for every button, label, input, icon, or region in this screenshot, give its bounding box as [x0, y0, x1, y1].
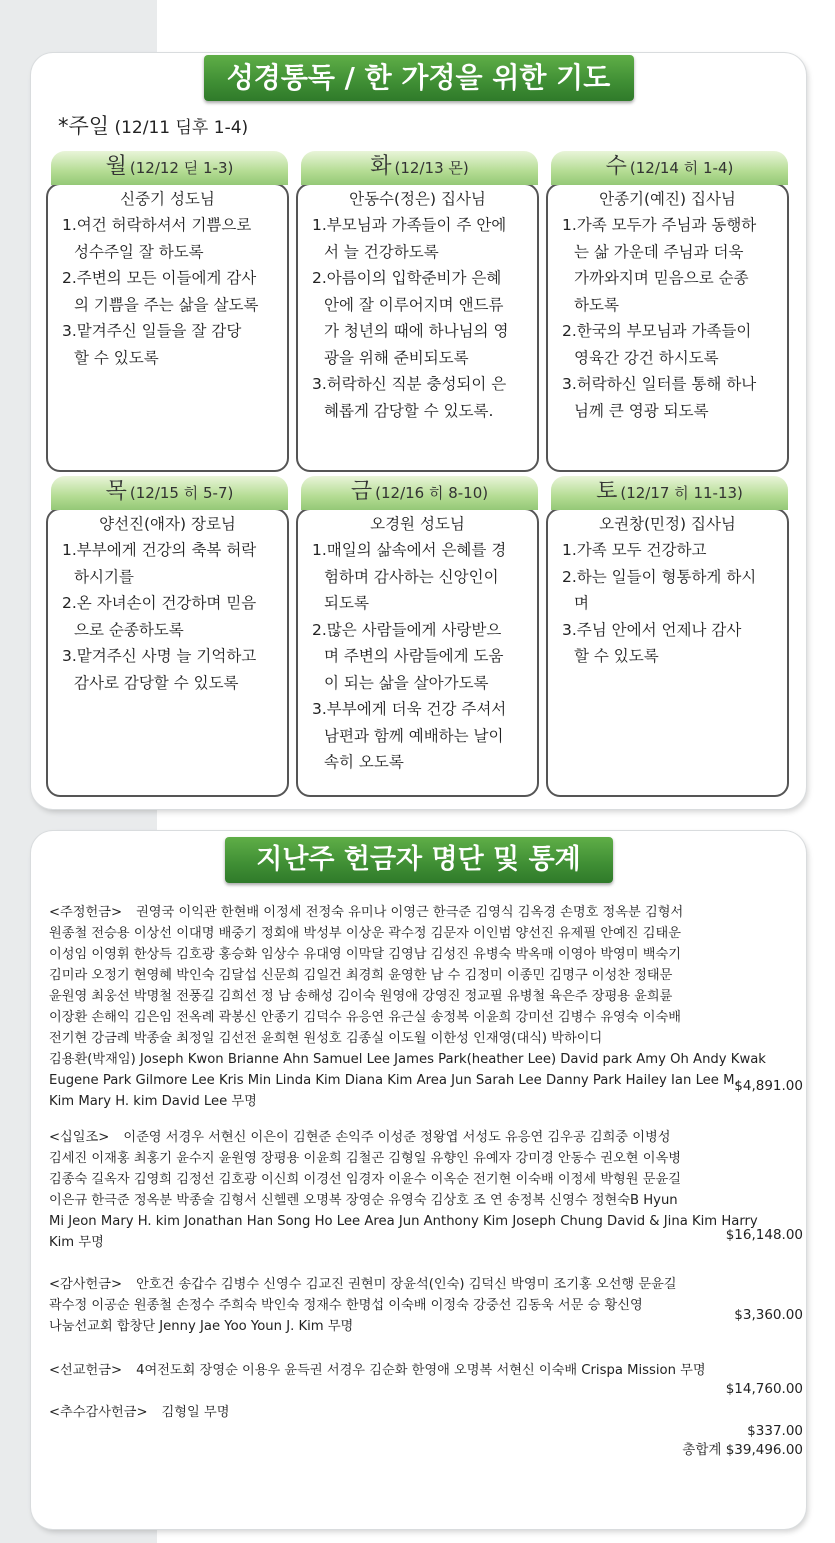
prayer-item-line: 1.매일의 삶속에서 은혜를 경: [312, 541, 507, 559]
day-box: [296, 508, 539, 797]
day-ref: (12/17 히 11-13): [620, 484, 743, 502]
prayer-item-line: 하도록: [574, 295, 619, 314]
prayer-items: [62, 537, 283, 696]
donor-names: 김미라 오정기 현영혜 박인숙 김달섭 신문희 김일건 최경희 윤영한 남 수 김정미 이종민 김명구 이성찬 정태문: [49, 968, 673, 983]
prayer-item-line: 가 청년의 때에 하나님의 영: [324, 322, 509, 340]
prayer-item-line: 서 늘 건강하도록: [324, 242, 439, 261]
donor-names: 이성임 이영휘 한상득 김호광 홍승화 임상수 유대영 이막달 김영남 김성진 유병숙 박옥매 이영아 박영미 백숙기: [49, 947, 681, 962]
donor-names: 곽수정 이공순 원종철 손정수 주희숙 박인숙 정재수 한명섭 이숙배 이정숙 강중선 김동욱 서문 승 황신영: [49, 1298, 643, 1313]
prayer-item-line: 3.부부에게 더욱 건강 주셔서: [312, 700, 507, 718]
day-box: [46, 508, 289, 797]
day-ref: (12/13 몬): [394, 159, 469, 177]
day-label: 화: [370, 154, 392, 179]
donor-names: Eugene Park Gilmore Lee Kris Min Linda Kim Diana Kim Area Jun Sarah Lee Danny Park Hailey Ian Lee M.: [49, 1073, 739, 1088]
donor-line: [49, 1316, 804, 1337]
prayer-items: [62, 212, 283, 371]
donor-line: [49, 902, 804, 923]
prayer-item-line: 이 되는 삶을 살아가도록: [324, 673, 489, 692]
prayer-item-line: 남편과 함께 예배하는 날이: [324, 726, 504, 745]
offering-category: <감사헌금>: [49, 1277, 123, 1292]
donor-names: 이은규 한극준 정옥분 박종술 김형서 신헬렌 오명복 장영순 유영숙 김상호 조 연 송정복 신영수 정현숙B Hyun: [49, 1193, 678, 1208]
prayer-item-line: 2.아름이의 입학준비가 은혜: [312, 269, 502, 287]
donor-names: 나눔선교회 합창단 Jenny Jae Yoo Youn J. Kim 무명: [49, 1319, 354, 1334]
donor-line: [49, 1274, 804, 1295]
prayer-item-line: 1.부모님과 가족들이 주 안에: [312, 216, 507, 234]
prayer-title: 성경통독 / 한 가정을 위한 기도: [204, 55, 634, 101]
prayer-item: [562, 212, 783, 318]
offering-total: 총합계 $39,496.00: [682, 1442, 803, 1458]
day-header: [551, 151, 788, 185]
prayer-person: 양선진(애자) 장로님: [99, 515, 236, 533]
sunday-prefix: *주일: [58, 114, 110, 138]
prayer-panel: [31, 53, 806, 809]
donor-names: 4여전도회 장영순 이용우 윤득권 서경우 김순화 한영애 오명복 서현신 이숙배 Crispa Mission 무명: [136, 1363, 706, 1378]
donor-line: [49, 1360, 804, 1381]
donor-names: Kim Mary H. kim David Lee 무명: [49, 1094, 257, 1109]
prayer-item: [62, 537, 283, 590]
day-card: [46, 151, 287, 468]
prayer-items: [562, 212, 783, 424]
donor-line: [49, 1295, 804, 1316]
donor-names: 김형일 무명: [161, 1405, 230, 1420]
offering-group: [49, 1402, 804, 1423]
donor-names: Kim 무명: [49, 1235, 104, 1250]
prayer-item-line: 3.맡겨주신 사명 늘 기억하고: [62, 647, 257, 665]
donor-names: Mi Jeon Mary H. kim Jonathan Han Song Ho Lee Area Jun Anthony Kim Joseph Chung David & Jina Kim Harry: [49, 1214, 758, 1229]
day-ref: (12/12 딛 1-3): [129, 159, 234, 177]
offering-panel: [31, 831, 806, 1529]
donor-line: [49, 1211, 804, 1232]
day-card: [296, 476, 537, 793]
donor-line: [49, 1402, 804, 1423]
offering-amount: $3,360.00: [734, 1307, 803, 1323]
offering-title: 지난주 헌금자 명단 및 통계: [225, 837, 613, 883]
donor-line: [49, 923, 804, 944]
prayer-item-line: 할 수 있도록: [74, 348, 159, 367]
donor-line: [49, 1232, 804, 1253]
prayer-item-line: 2.온 자녀손이 건강하며 믿음: [62, 594, 257, 612]
prayer-item-line: 영육간 강건 하시도록: [574, 348, 719, 367]
prayer-item: [62, 643, 283, 696]
day-label: 토: [596, 479, 618, 504]
day-header: [301, 151, 538, 185]
sunday-ref: (12/11 딤후 1-4): [114, 118, 249, 138]
prayer-item-line: 2.주변의 모든 이들에게 감사: [62, 269, 257, 287]
donor-names: 김종숙 길옥자 김영희 김정선 김호광 이신희 이경선 임경자 이윤수 이옥순 전기현 이숙배 이정세 박형원 문윤길: [49, 1172, 681, 1187]
day-ref: (12/14 히 1-4): [629, 159, 734, 177]
day-box: [46, 183, 289, 472]
prayer-item-line: 2.많은 사람들에게 사랑받으: [312, 620, 502, 639]
offering-category: <추수감사헌금>: [49, 1405, 148, 1420]
prayer-items: [312, 537, 533, 776]
day-box: [296, 183, 539, 472]
prayer-item-line: 2.한국의 부모님과 가족들이: [562, 322, 752, 340]
donor-line: [49, 1190, 804, 1211]
prayer-person: 오경원 성도님: [370, 515, 465, 533]
offering-category: <주정헌금>: [49, 905, 123, 920]
prayer-item: [312, 212, 533, 265]
prayer-person: 신중기 성도님: [120, 190, 215, 208]
donor-line: [49, 1169, 804, 1190]
donor-line: [49, 1007, 804, 1028]
prayer-items: [562, 537, 783, 670]
donor-names: 권영국 이익관 한현배 이정세 전정숙 유미나 이영근 한극준 김영식 김옥경 손명호 정옥분 김형서: [136, 905, 684, 920]
donor-names: 김용환(박재임) Joseph Kwon Brianne Ahn Samuel Lee James Park(heather Lee) David park Amy Oh Andy Kwak: [49, 1052, 766, 1067]
donor-names: 안호건 송갑수 김병수 신영수 김교진 권현미 장윤석(인숙) 김덕신 박영미 조기홍 오선행 문윤길: [136, 1277, 677, 1292]
donor-line: [49, 1028, 804, 1049]
prayer-item-line: 하시기를: [74, 567, 134, 586]
donor-line: [49, 1091, 804, 1112]
prayer-item-line: 님께 큰 영광 되도록: [574, 401, 709, 420]
prayer-item-line: 안에 잘 이루어지며 앤드류: [324, 295, 504, 314]
prayer-item-line: 으로 순종하도록: [74, 620, 184, 639]
prayer-item-line: 3.허락하신 일터를 통해 하나: [562, 375, 757, 393]
prayer-item-line: 1.가족 모두가 주님과 동행하: [562, 216, 757, 234]
prayer-item-line: 할 수 있도록: [574, 647, 659, 665]
prayer-item: [562, 371, 783, 424]
prayer-item-line: 2.하는 일들이 형통하게 하시: [562, 567, 757, 586]
prayer-item-line: 험하며 감사하는 신앙인이: [324, 567, 499, 586]
donor-names: 윤원영 최웅선 박명철 전풍길 김희선 정 남 송해성 김이숙 원영애 강영진 정교필 유병철 육은주 장평용 윤희륜: [49, 989, 673, 1004]
day-header: [551, 476, 788, 510]
offering-group: [49, 1274, 804, 1337]
prayer-item-line: 며 주변의 사람들에게 도움: [324, 647, 504, 665]
donor-names: 김세진 이재홍 최홍기 윤수지 윤원영 장평용 이윤희 김철곤 김형일 유향인 유예자 강미경 안동수 권오현 이옥병: [49, 1151, 681, 1166]
prayer-item-line: 3.맡겨주신 일들을 잘 감당: [62, 322, 242, 340]
prayer-item: [62, 212, 283, 265]
prayer-item-line: 가까와지며 믿음으로 순종: [574, 269, 749, 287]
prayer-person: 오권창(민정) 집사님: [599, 515, 736, 533]
offering-group: [49, 1360, 804, 1381]
day-box: [546, 183, 789, 472]
prayer-item: [562, 537, 783, 564]
prayer-item: [62, 590, 283, 643]
prayer-item: [312, 617, 533, 697]
day-label: 금: [350, 479, 373, 504]
prayer-item: [562, 617, 783, 670]
prayer-item-line: 감사로 감당할 수 있도록: [74, 673, 239, 692]
prayer-item-line: 는 삶 가운데 주님과 더욱: [574, 242, 744, 261]
donor-line: [49, 1070, 804, 1091]
donor-line: [49, 1148, 804, 1169]
donor-names: 이준영 서경우 서현신 이은이 김현준 손익주 이성준 정왕엽 서성도 유응연 김우공 김희중 이병성: [123, 1130, 671, 1145]
prayer-item: [312, 371, 533, 424]
prayer-item-line: 3.허락하신 직분 충성되이 은: [312, 375, 507, 393]
offering-amount: $4,891.00: [734, 1078, 803, 1094]
prayer-item: [62, 318, 283, 371]
offering-category: <선교헌금>: [49, 1363, 123, 1378]
donor-names: 전기현 강금례 박종술 최정일 김선전 윤희현 원성호 김종실 이도월 이한성 인재영(대식) 박하이디: [49, 1031, 603, 1046]
day-card: [546, 476, 787, 793]
offering-group: [49, 1127, 804, 1253]
prayer-item-line: 1.여건 허락하셔서 기쁨으로: [62, 216, 252, 234]
day-label: 월: [105, 154, 127, 179]
day-header: [51, 151, 288, 185]
donor-line: [49, 1049, 804, 1070]
prayer-item-line: 며: [574, 594, 589, 612]
prayer-item-line: 되도록: [324, 594, 369, 612]
donor-names: 원종철 전승용 이상선 이대명 배중기 정회애 박성부 이상운 곽수정 김문자 이인범 양선진 유제필 안예진 김태운: [49, 926, 681, 941]
day-card: [546, 151, 787, 468]
donor-line: [49, 986, 804, 1007]
donor-line: [49, 965, 804, 986]
prayer-item-line: 속히 오도록: [324, 753, 404, 771]
day-card: [296, 151, 537, 468]
prayer-person: 안동수(정은) 집사님: [349, 190, 486, 208]
offering-amount: $16,148.00: [725, 1227, 803, 1243]
donor-names: 이장환 손해익 김은임 전옥례 곽봉신 안종기 김덕수 유응연 유근실 송정복 이윤희 강미선 김병수 유영숙 이숙배: [49, 1010, 681, 1025]
prayer-item-line: 혜롭게 감당할 수 있도록.: [324, 401, 494, 420]
prayer-item: [312, 537, 533, 617]
day-header: [301, 476, 538, 510]
prayer-item: [562, 318, 783, 371]
prayer-item-line: 광을 위해 준비되도록: [324, 348, 469, 367]
offering-amount: $14,760.00: [725, 1381, 803, 1397]
prayer-items: [312, 212, 533, 424]
offering-category: <십일조>: [49, 1130, 110, 1145]
prayer-person: 안종기(예진) 집사님: [599, 190, 736, 208]
offering-group: [49, 902, 804, 1112]
day-header: [51, 476, 288, 510]
prayer-item-line: 3.주님 안에서 언제나 감사: [562, 620, 742, 639]
donor-line: [49, 944, 804, 965]
day-ref: (12/16 히 8-10): [375, 484, 489, 502]
prayer-item-line: 의 기쁨을 주는 삶을 살도록: [74, 295, 259, 314]
sunday-reading: [58, 110, 248, 140]
offering-amount: $337.00: [747, 1423, 803, 1439]
prayer-item-line: 1.부부에게 건강의 축복 허락: [62, 541, 257, 559]
donor-line: [49, 1127, 804, 1148]
day-ref: (12/15 히 5-7): [129, 484, 234, 502]
prayer-item: [312, 696, 533, 776]
prayer-item: [62, 265, 283, 318]
day-card: [46, 476, 287, 793]
prayer-item-line: 1.가족 모두 건강하고: [562, 541, 707, 559]
day-label: 목: [105, 479, 127, 504]
prayer-item: [312, 265, 533, 371]
day-label: 수: [605, 154, 627, 179]
day-box: [546, 508, 789, 797]
prayer-item-line: 성수주일 잘 하도록: [74, 242, 204, 261]
prayer-item: [562, 564, 783, 617]
